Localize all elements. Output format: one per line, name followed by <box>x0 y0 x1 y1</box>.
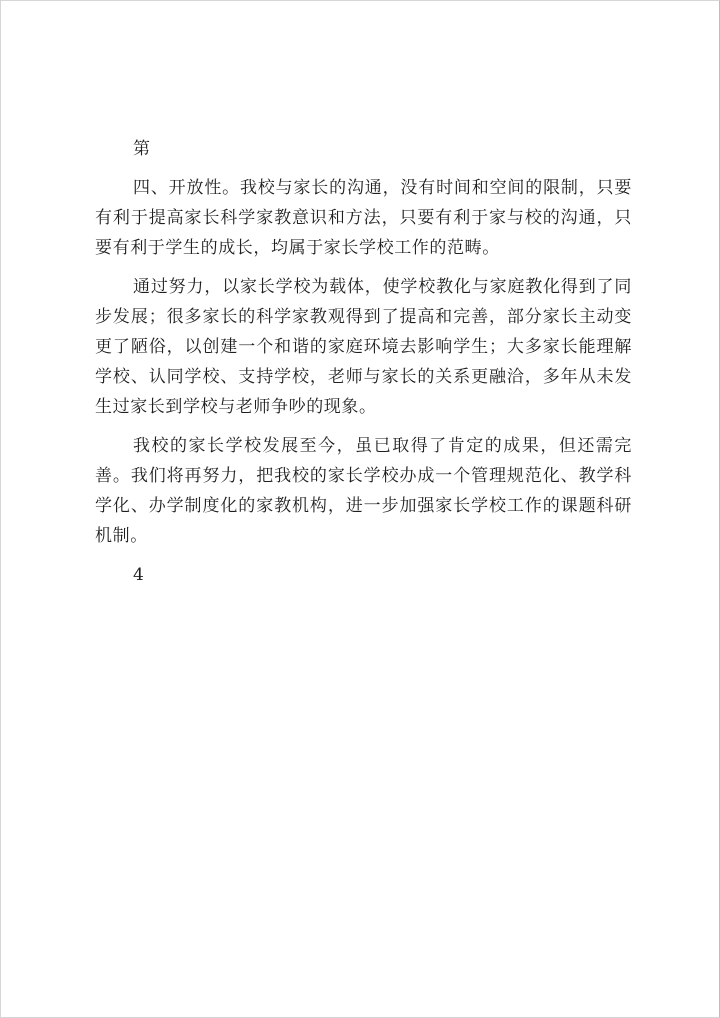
paragraph-conclusion: 我校的家长学校发展至今，虽已取得了肯定的成果，但还需完善。我们将再努力，把我校的家长学校办成一个管理规范化、教学科学化、办学制度化的家教机构，进一步加强家长学校工作的课题科研机制。 <box>95 436 632 546</box>
paragraph-results: 通过努力，以家长学校为载体，使学校教化与家庭教化得到了同步发展；很多家长的科学家教观得到了提高和完善，部分家长主动变更了陋俗，以创建一个和谐的家庭环境去影响学生；大多家长能理解学校、认同学校、支持学校，老师与家长的关系更融洽，多年从未发生过家长到学校与老师争吵的现象。 <box>95 277 632 417</box>
page-marker-text: 第 <box>133 139 151 159</box>
paragraph-openness: 四、开放性。我校与家长的沟通，没有时间和空间的限制，只要有利于提高家长科学家教意识和方法，只要有利于家与校的沟通，只要有利于学生的成长，均属于家长学校工作的范畴。 <box>95 178 632 258</box>
document-body <box>95 134 632 599</box>
page-number: 4 <box>133 565 145 585</box>
